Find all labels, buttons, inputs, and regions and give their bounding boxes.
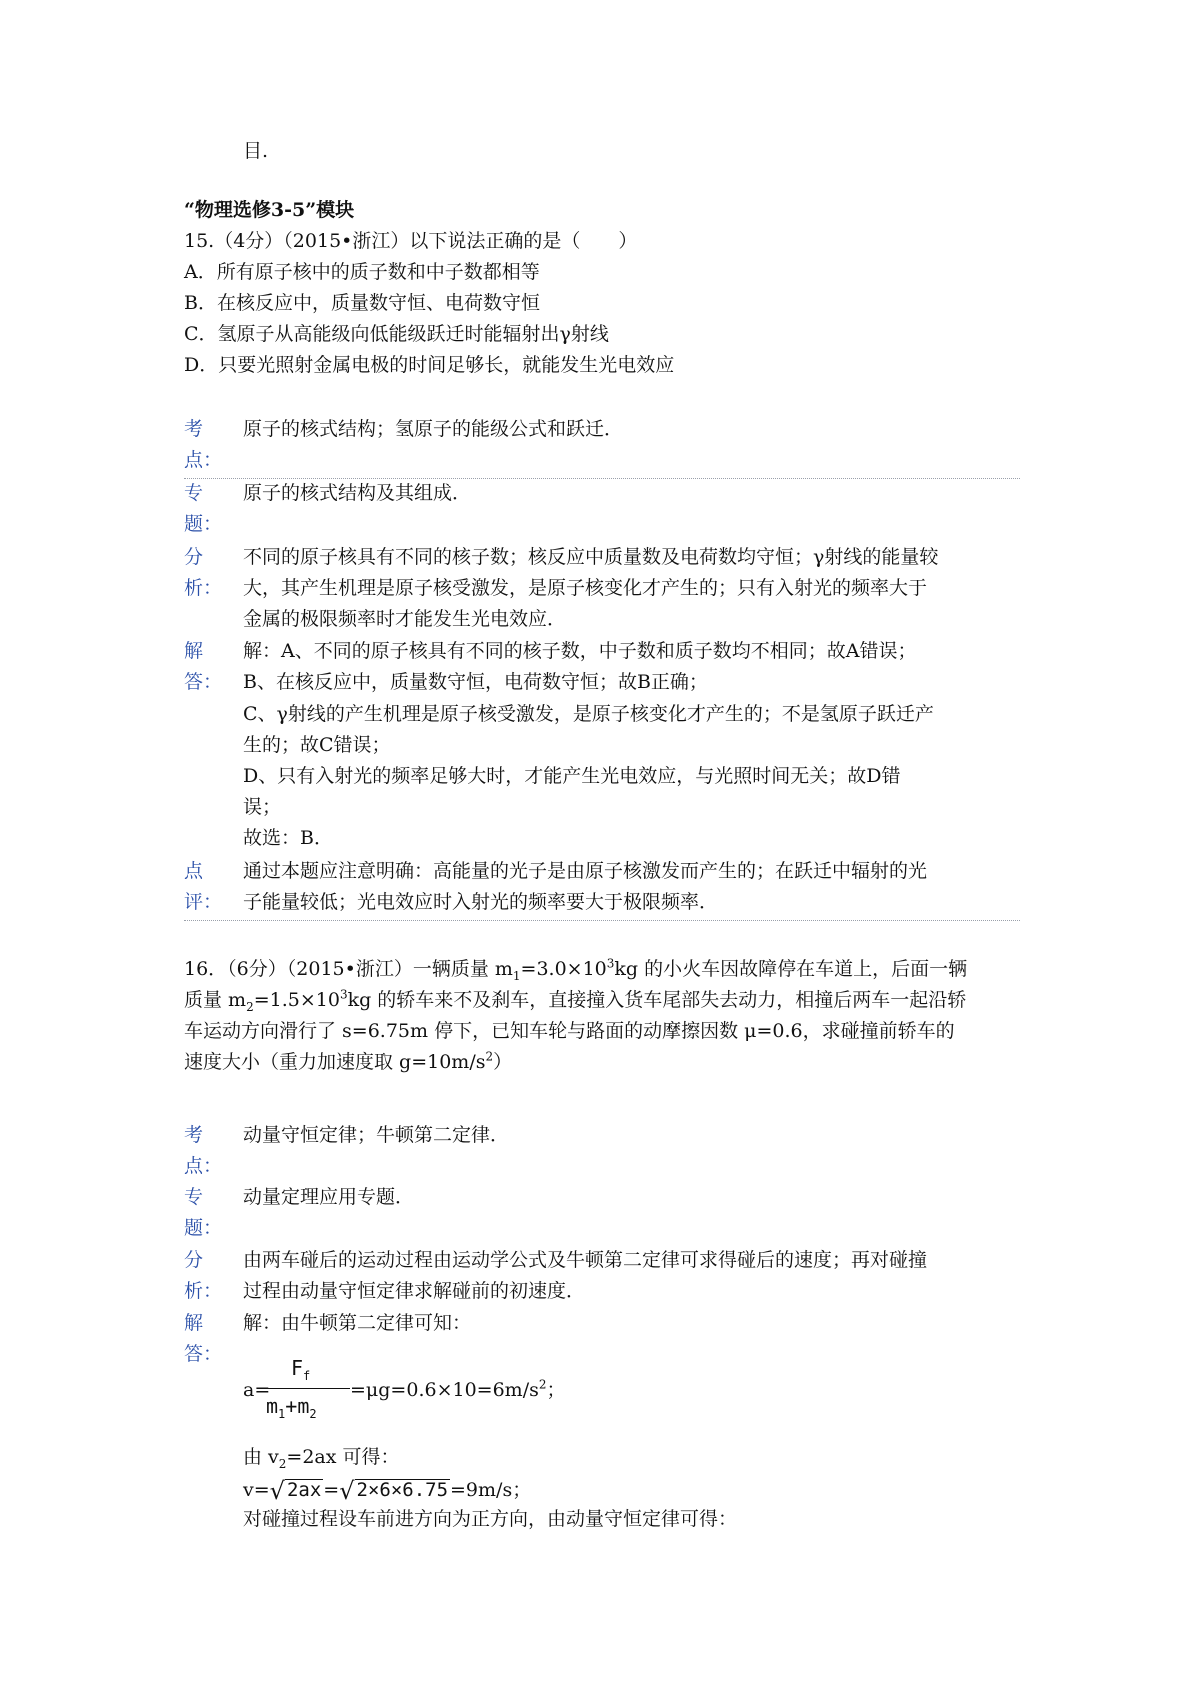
q15-jieda-line: 解：A、不同的原子核具有不同的核子数，中子数和质子数均不相同；故A错误； [243, 640, 917, 662]
q15-fenxi-label-1: 分 [184, 546, 204, 568]
q15-zhuanti-label-1: 专 [184, 482, 204, 504]
q16-zhuanti-label-2: 题： [184, 1217, 223, 1239]
q15-jieda-line: 故选：B． [243, 827, 333, 849]
divider [184, 478, 1020, 479]
q15-jieda-line: 误； [243, 796, 282, 818]
q15-option-d: D．只要光照射金属电极的时间足够长，就能发生光电效应 [184, 354, 675, 376]
radical-sign: √ [339, 1477, 355, 1505]
q16-last-line: 对碰撞过程设车前进方向为正方向，由动量守恒定律可得： [243, 1508, 738, 1530]
q16-kaodian-label-1: 考 [184, 1124, 204, 1146]
q16-stem-line-3: 车运动方向滑行了 s=6.75m 停下，已知车轮与路面的动摩擦因数 μ=0.6，求碰撞前轿车的 [184, 1020, 955, 1042]
q15-dianping-line: 子能量较低；光电效应时入射光的频率要大于极限频率． [243, 891, 719, 913]
q16-fenxi-label-2: 析： [184, 1280, 223, 1302]
q16-jieda-label-1: 解 [184, 1312, 204, 1334]
fraction-bar [264, 1388, 350, 1389]
q16-fenxi-line: 由两车碰后的运动过程由运动学公式及牛顿第二定律可求得碰后的速度；再对碰撞 [243, 1249, 928, 1271]
q16-kaodian-label-2: 点： [184, 1155, 223, 1177]
formula-v: v=√ 2ax =√ 2×6×6.75 =9m/s； [243, 1477, 532, 1505]
sqrt-2x6x675: 2×6×6.75 [356, 1479, 449, 1501]
radical-sign: √ [269, 1477, 285, 1505]
q15-jieda-line: C、γ射线的产生机理是原子核受激发，是原子核变化才产生的；不是氢原子跃迁产 [243, 703, 934, 725]
q15-stem: 15.（4分）（2015•浙江）以下说法正确的是（ ） [184, 230, 638, 252]
formula-a-result: $=\mu g=0.6\times 10=6m/s^2$； [350, 1377, 566, 1401]
q16-stem-line-1: 16．（6分）（2015•浙江）一辆质量 $m_1=3.0\times 10^3kg$ 的小火车因故障停在车道上，后面一辆 [184, 956, 968, 983]
q15-kaodian-label-1: 考 [184, 418, 204, 440]
q15-fenxi-label-2: 析： [184, 577, 223, 599]
q15-jieda-label-2: 答： [184, 671, 223, 693]
q15-jieda-line: D、只有入射光的频率足够大时，才能产生光电效应，与光照时间无关；故D错 [243, 765, 901, 787]
q15-kaodian: 原子的核式结构；氢原子的能级公式和跃迁． [243, 418, 624, 440]
q16-kaodian: 动量守恒定律；牛顿第二定律． [243, 1124, 510, 1146]
q15-fenxi-line: 大，其产生机理是原子核受激发，是原子核变化才产生的；只有入射光的频率大于 [243, 577, 928, 599]
q15-fenxi-line: 金属的极限频率时才能发生光电效应． [243, 608, 567, 630]
q15-dianping-label-1: 点 [184, 860, 204, 882]
fraction-numerator: $F_f$ [291, 1356, 311, 1383]
q15-fenxi-line: 不同的原子核具有不同的核子数；核反应中质量数及电荷数均守恒；γ射线的能量较 [243, 546, 939, 568]
fraction-denominator: $m_1+m_2$ [266, 1394, 317, 1421]
q16-jieda-intro: 解：由牛顿第二定律可知： [243, 1312, 472, 1334]
q15-zhuanti-label-2: 题： [184, 513, 223, 535]
divider [184, 920, 1020, 921]
q15-option-c: C．氢原子从高能级向低能级跃迁时能辐射出γ射线 [184, 323, 609, 345]
q15-jieda-label-1: 解 [184, 640, 204, 662]
q15-jieda-line: B、在核反应中，质量数守恒，电荷数守恒；故B正确； [243, 671, 708, 693]
top-fragment: 目. [243, 140, 269, 162]
q16-zhuanti: 动量定理应用专题． [243, 1186, 415, 1208]
line-v2: 由 $v_2=2ax$ 可得： [243, 1446, 400, 1471]
q15-dianping-line: 通过本题应注意明确：高能量的光子是由原子核激发而产生的；在跃迁中辐射的光 [243, 860, 928, 882]
q16-zhuanti-label-1: 专 [184, 1186, 204, 1208]
fraction-ff-over-m1m2 [264, 1356, 350, 1421]
q16-jieda-label-2: 答： [184, 1343, 223, 1365]
q15-option-a: A．所有原子核中的质子数和中子数都相等 [184, 261, 540, 283]
q15-dianping-label-2: 评： [184, 891, 223, 913]
q16-stem-line-2: 质量 $m_2=1.5\times 10^3kg$ 的轿车来不及刹车，直接撞入货车尾部失去动力，相撞后两车一起沿轿 [184, 987, 967, 1014]
q15-jieda-line: 生的；故C错误； [243, 734, 391, 756]
q15-option-b: B．在核反应中，质量数守恒、电荷数守恒 [184, 292, 540, 314]
sqrt-2ax: 2ax [286, 1479, 322, 1501]
module-title: “物理选修3-5”模块 [184, 199, 355, 221]
q15-kaodian-label-2: 点： [184, 449, 223, 471]
q16-fenxi-label-1: 分 [184, 1249, 204, 1271]
q16-stem-line-4: 速度大小（重力加速度取 $g=10m/s^2$） [184, 1049, 513, 1073]
q16-fenxi-line: 过程由动量守恒定律求解碰前的初速度． [243, 1280, 586, 1302]
q15-zhuanti: 原子的核式结构及其组成． [243, 482, 472, 504]
formula-a-prefix: a= [243, 1379, 271, 1401]
